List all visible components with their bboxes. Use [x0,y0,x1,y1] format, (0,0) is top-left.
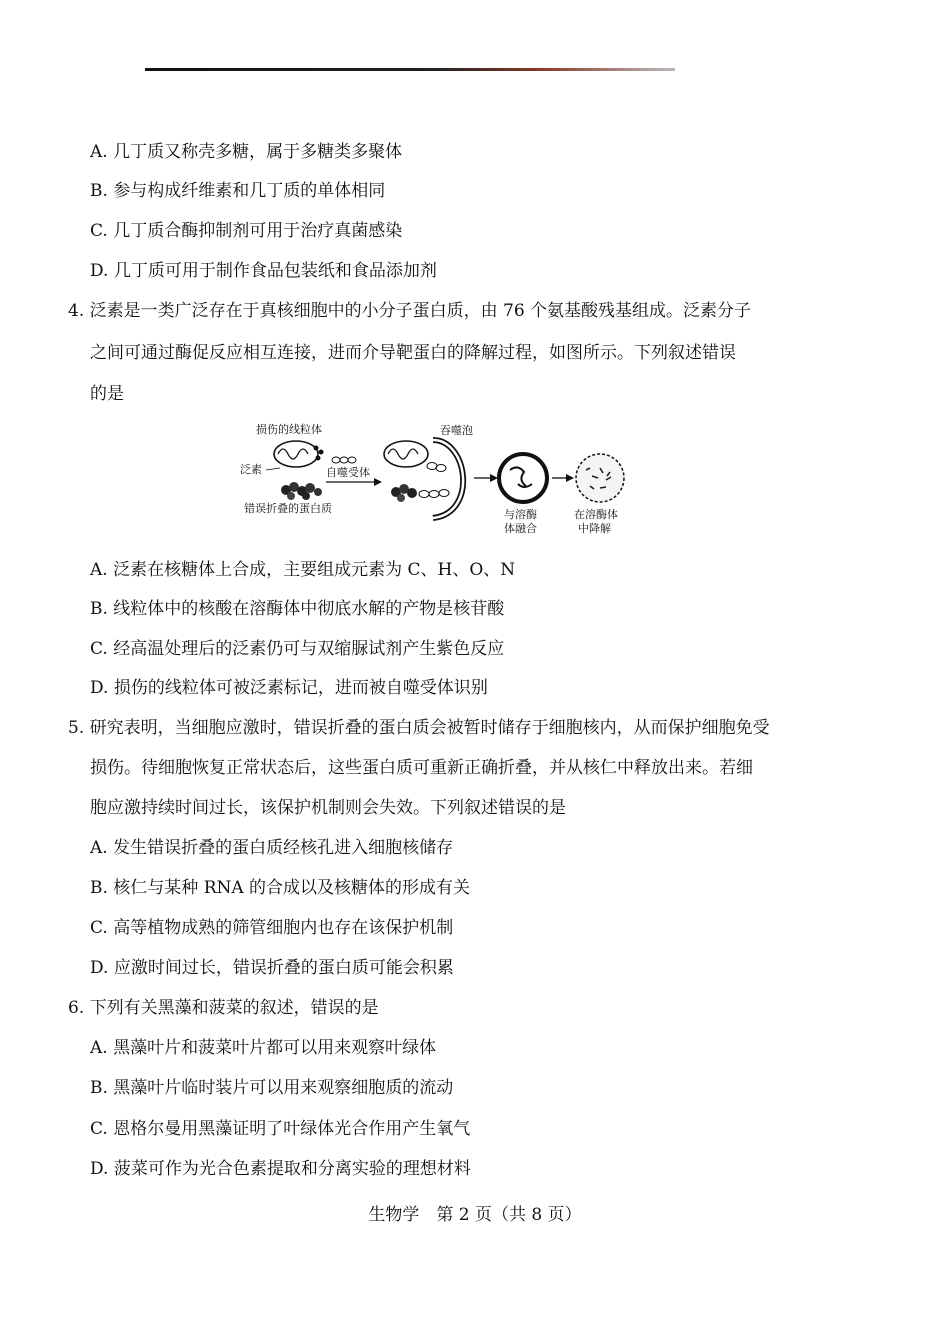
label-misfolded-protein: 错误折叠的蛋白质 [244,502,332,515]
tagged-protein-icon [391,484,449,502]
q4-option-a: A. 泛素在核糖体上合成，主要组成元素为 C、H、O、N [90,560,516,580]
phagophore-icon [433,440,463,518]
q4-option-b: B. 线粒体中的核酸在溶酶体中彻底水解的产物是核苷酸 [90,599,505,619]
tagged-mitochondrion-icon [384,441,446,472]
q6-option-c: C. 恩格尔曼用黑藻证明了叶绿体光合作用产生氧气 [90,1119,471,1139]
q3-option-c: C. 几丁质合酶抑制剂可用于治疗真菌感染 [90,221,403,241]
page-footer: 生物学 第 2 页（共 8 页） [368,1205,582,1225]
q5-stem-line3: 胞应激持续时间过长，该保护机制则会失效。下列叙述错误的是 [90,798,566,818]
label-phagophore: 吞噬泡 [440,424,473,437]
q3-option-b: B. 参与构成纤维素和几丁质的单体相同 [90,181,386,201]
q3-option-d: D. 几丁质可用于制作食品包装纸和食品添加剂 [90,261,437,281]
q6-option-a: A. 黑藻叶片和菠菜叶片都可以用来观察叶绿体 [90,1038,437,1058]
lysosome-icon [576,454,624,502]
q4-stem-line3: 的是 [90,384,124,404]
damaged-mitochondrion-icon [274,441,324,467]
label-degrade-lysosome-2: 中降解 [578,522,611,535]
label-ubiquitin: 泛素 [240,463,262,476]
q6-option-b: B. 黑藻叶片临时装片可以用来观察细胞质的流动 [90,1078,454,1098]
misfolded-protein-icon [281,482,322,500]
q5-option-d: D. 应激时间过长，错误折叠的蛋白质可能会积累 [90,958,454,978]
q5-stem-line1: 5. 研究表明，当细胞应激时，错误折叠的蛋白质会被暂时储存于细胞核内，从而保护细胞免受 [68,718,770,738]
q4-stem-line1: 4. 泛素是一类广泛存在于真核细胞中的小分子蛋白质，由 76 个氨基酸残基组成。泛素分子 [68,301,752,321]
q4-option-d: D. 损伤的线粒体可被泛素标记，进而被自噬受体识别 [90,678,488,698]
q3-option-a: A. 几丁质又称壳多糖，属于多糖类多聚体 [90,142,403,162]
header-rule [145,68,675,71]
q6-option-d: D. 菠菜可作为光合色素提取和分离实验的理想材料 [90,1159,471,1179]
q5-option-a: A. 发生错误折叠的蛋白质经核孔进入细胞核储存 [90,838,454,858]
q5-option-b: B. 核仁与某种 RNA 的合成以及核糖体的形成有关 [90,878,471,898]
ubiquitin-autophagy-diagram [228,418,658,542]
label-autophagy-receptor: 自噬受体 [326,466,370,479]
q5-stem-line2: 损伤。待细胞恢复正常状态后，这些蛋白质可重新正确折叠，并从核仁中释放出来。若细 [90,758,753,778]
q5-option-c: C. 高等植物成熟的筛管细胞内也存在该保护机制 [90,918,454,938]
label-fuse-lysosome-2: 体融合 [504,522,537,535]
label-degrade-lysosome-1: 在溶酶体 [574,508,618,521]
q4-stem-line2: 之间可通过酶促反应相互连接，进而介导靶蛋白的降解过程，如图所示。下列叙述错误 [90,343,736,363]
label-fuse-lysosome-1: 与溶酶 [504,508,537,521]
label-damaged-mitochondrion: 损伤的线粒体 [256,423,322,436]
autophagosome-icon [499,454,547,502]
autophagy-receptor-icon [332,457,356,463]
q6-stem: 6. 下列有关黑藻和菠菜的叙述，错误的是 [68,998,379,1018]
q4-option-c: C. 经高温处理后的泛素仍可与双缩脲试剂产生紫色反应 [90,639,505,659]
